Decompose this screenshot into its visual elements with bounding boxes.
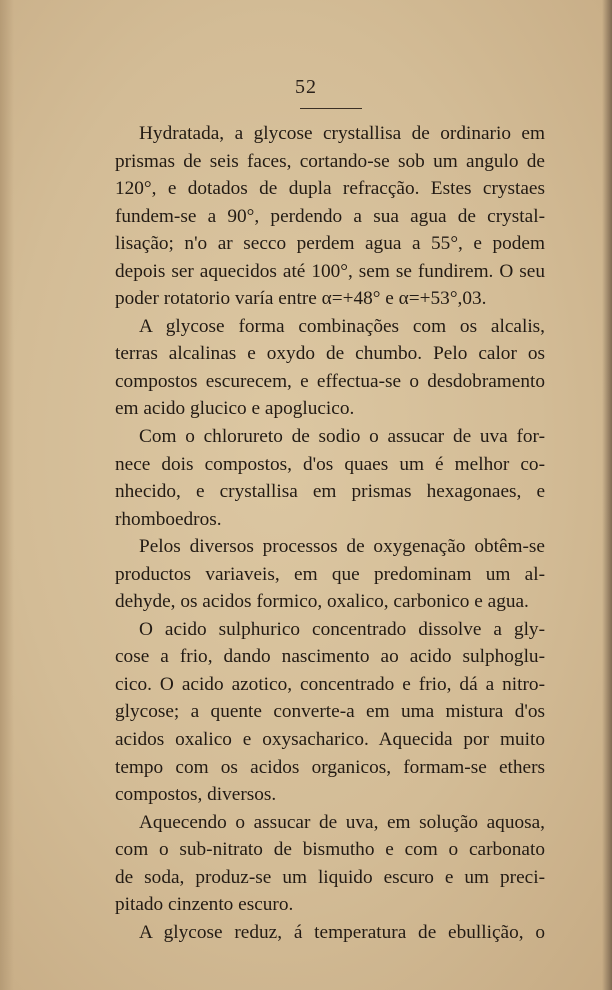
text-line: dehyde, os acidos formico, oxalico, carbonico e agua.	[115, 591, 529, 613]
text-line: cico. O acido azotico, concentrado e frio, dá a nitro-	[115, 673, 545, 695]
text-line: terras alcalinas e oxydo de chumbo. Pelo calor os	[115, 343, 545, 365]
page-number: 52	[295, 76, 317, 98]
page-edge-shadow	[602, 0, 612, 990]
text-line: Aquecendo o assucar de uva, em solução aquosa,	[139, 811, 545, 833]
text-line: nece dois compostos, d'os quaes um é melhor co-	[115, 453, 545, 475]
text-line: nhecido, e crystallisa em prismas hexagonaes, e	[115, 481, 545, 503]
text-line: Com o chlorureto de sodio o assucar de uva for-	[139, 426, 545, 448]
text-line: rhomboedros.	[115, 508, 222, 530]
page-gutter-shadow	[0, 0, 14, 990]
text-line: Hydratada, a glycose crystallisa de ordinario em	[139, 123, 545, 144]
text-line: 120°, e dotados de dupla refracção. Estes crystaes	[115, 178, 545, 200]
text-line: glycose; a quente converte-a em uma mistura d'os	[115, 701, 545, 723]
text-line: poder rotatorio varía entre α=+48° e α=+53°,03.	[115, 288, 487, 310]
text-line: de soda, produz-se um liquido escuro e um preci-	[115, 866, 545, 888]
body-text	[115, 120, 545, 946]
text-line: compostos escurecem, e effectua-se o desdobramento	[115, 370, 545, 392]
text-line: pitado cinzento escuro.	[115, 894, 294, 916]
header-rule	[300, 108, 362, 109]
text-line: depois ser aquecidos até 100°, sem se fundirem. O seu	[115, 260, 545, 282]
text-line: Pelos diversos processos de oxygenação obtêm-se	[139, 536, 545, 558]
text-line: A glycose forma combinações com os alcalis,	[139, 315, 545, 337]
text-line: prismas de seis faces, cortando-se sob um angulo de	[115, 150, 545, 172]
text-line: fundem-se a 90°, perdendo a sua agua de crystal-	[115, 205, 545, 227]
text-line: cose a frio, dando nascimento ao acido sulphoglu-	[115, 646, 545, 668]
text-line: em acido glucico e apoglucico.	[115, 398, 355, 420]
text-line: compostos, diversos.	[115, 784, 277, 806]
text-line: lisação; n'o ar secco perdem agua a 55°, e podem	[115, 233, 545, 255]
text-line: acidos oxalico e oxysacharico. Aquecida por muito	[115, 729, 545, 751]
text-line: productos variaveis, em que predominam um al-	[115, 563, 545, 585]
text-line: A glycose reduz, á temperatura de ebullição, o	[139, 921, 545, 943]
text-line: O acido sulphurico concentrado dissolve a gly-	[139, 618, 545, 640]
text-line: tempo com os acidos organicos, formam-se ethers	[115, 756, 545, 778]
text-line: com o sub-nitrato de bismutho e com o carbonato	[115, 839, 545, 861]
